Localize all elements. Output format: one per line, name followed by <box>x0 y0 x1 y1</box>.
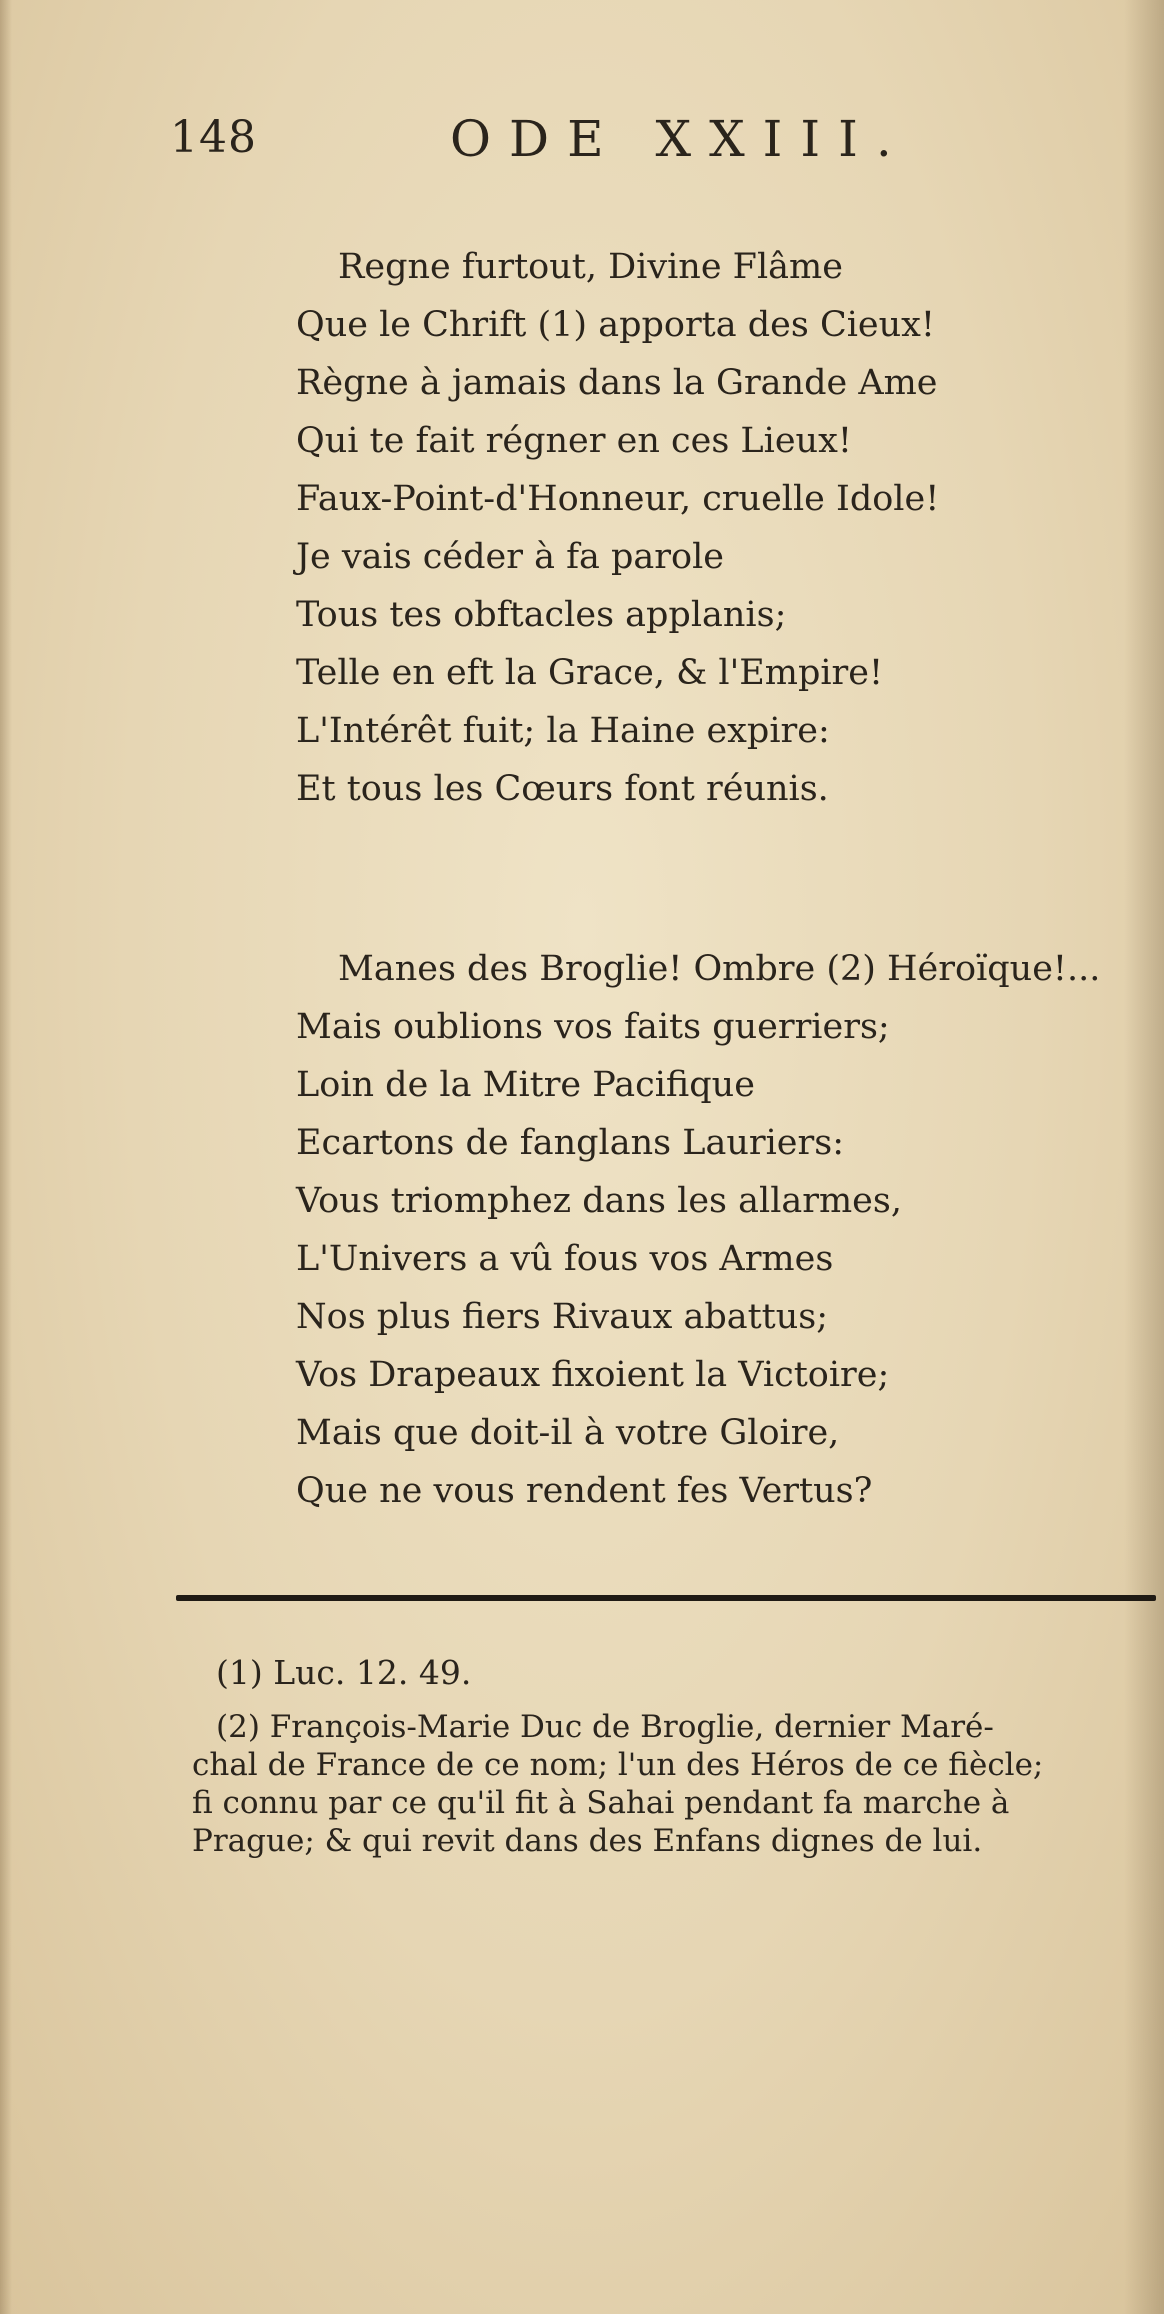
page-header <box>170 112 990 172</box>
footnote-line: (2) François-Marie Duc de Broglie, dernier Maré- <box>216 1709 994 1745</box>
verse-line: Que le Chrift (1) apporta des Cieux! <box>296 305 935 345</box>
page-number: 148 <box>170 112 257 163</box>
verse-line: L'Univers a vû fous vos Armes <box>296 1239 834 1279</box>
footnote-line: chal de France de ce nom; l'un des Héros de ce fiècle; <box>192 1747 1044 1783</box>
verse-line: Telle en eft la Grace, & l'Empire! <box>296 653 884 693</box>
footnote-divider-rule <box>176 1595 1156 1601</box>
footnote-2 <box>192 1708 1142 1860</box>
verse-line: Je vais céder à fa parole <box>296 537 724 577</box>
verse-line: L'Intérêt fuit; la Haine expire: <box>296 711 830 751</box>
footnotes <box>192 1648 1142 1860</box>
verse-line: Manes des Broglie! Ombre (2) Héroïque!... <box>338 949 1101 989</box>
verse-line: Mais que doit-il à votre Gloire, <box>296 1413 840 1453</box>
verse-line: Que ne vous rendent fes Vertus? <box>296 1471 873 1511</box>
footnote-line: Prague; & qui revit dans des Enfans dignes de lui. <box>192 1823 983 1859</box>
verse-line: Loin de la Mitre Pacifique <box>296 1065 755 1105</box>
verse-line: Vous triomphez dans les allarmes, <box>296 1181 902 1221</box>
verse-line: Mais oublions vos faits guerriers; <box>296 1007 890 1047</box>
verse-line: Tous tes obftacles applanis; <box>296 595 787 635</box>
verse-line: Qui te fait régner en ces Lieux! <box>296 421 852 461</box>
verse-line: Nos plus fiers Rivaux abattus; <box>296 1297 829 1337</box>
page-gutter-shadow <box>0 0 12 2314</box>
verse-line: Règne à jamais dans la Grande Ame <box>296 363 938 403</box>
verse-line: Regne furtout, Divine Flâme <box>338 247 843 287</box>
verse-line: Et tous les Cœurs font réunis. <box>296 769 829 809</box>
running-title: ODE XXIII. <box>450 110 910 168</box>
verse-line: Vos Drapeaux fixoient la Victoire; <box>296 1355 890 1395</box>
stanza-2 <box>296 940 1136 1520</box>
footnote-line: fi connu par ce qu'il fit à Sahai pendant fa marche à <box>192 1785 1010 1821</box>
footnote-1: (1) Luc. 12. 49. <box>216 1653 472 1692</box>
verse-line: Faux-Point-d'Honneur, cruelle Idole! <box>296 479 940 519</box>
verse-line: Ecartons de fanglans Lauriers: <box>296 1123 844 1163</box>
stanza-1 <box>296 238 1136 818</box>
